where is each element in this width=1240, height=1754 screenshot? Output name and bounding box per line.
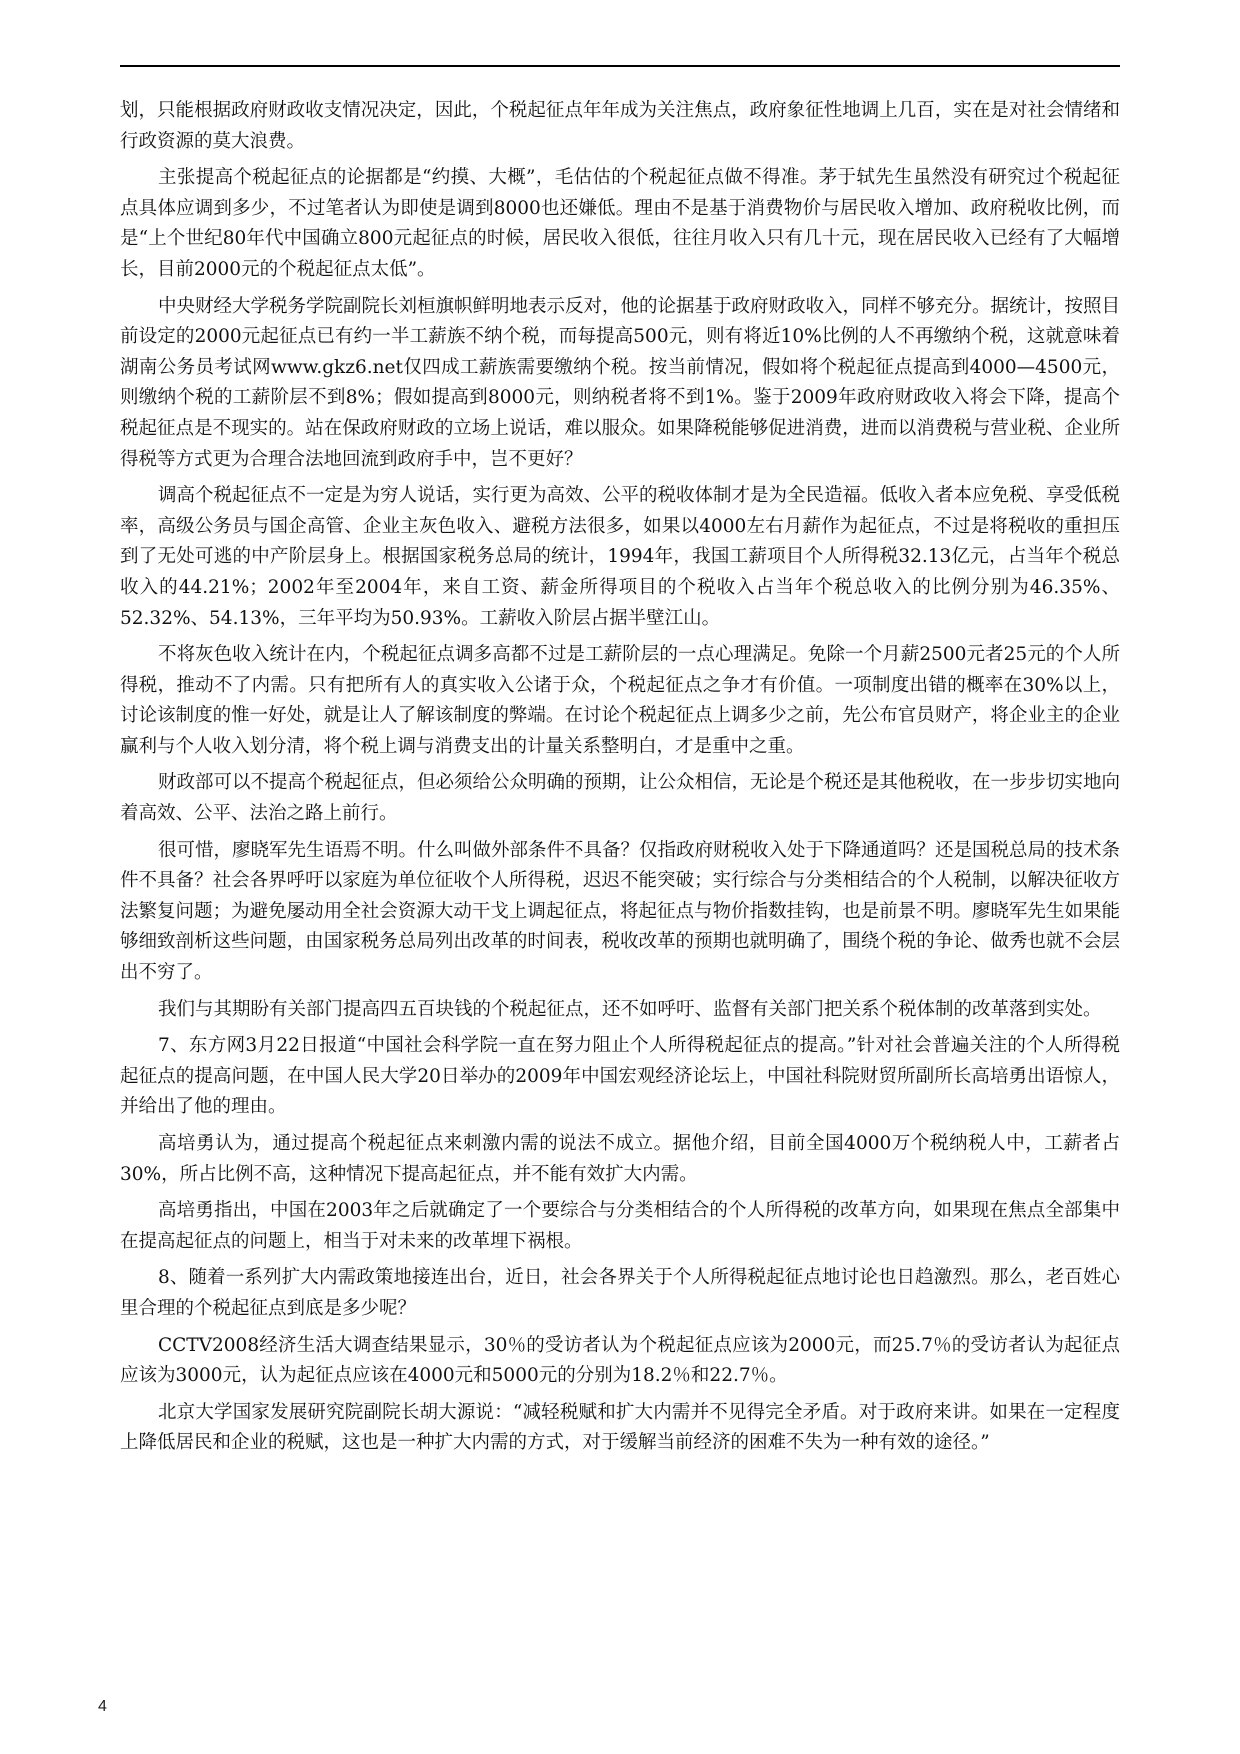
- paragraph: 北京大学国家发展研究院副院长胡大源说：“减轻税赋和扩大内需并不见得完全矛盾。对于政府来讲。如果在一定程度上降低居民和企业的税赋，这也是一种扩大内需的方式，对于缓解当前经济的困难不失为一种有效的途径。”: [120, 1401, 1120, 1454]
- paragraph: 7、东方网3月22日报道“中国社会科学院一直在努力阻止个人所得税起征点的提高。”针对社会普遍关注的个人所得税起征点的提高问题，在中国人民大学20日举办的2009年中国宏观经济论坛上，中国社科院财贸所副所长高培勇出语惊人，并给出了他的理由。: [120, 1035, 1120, 1118]
- paragraph: 不将灰色收入统计在内，个税起征点调多高都不过是工薪阶层的一点心理满足。免除一个月薪2500元者25元的个人所得税，推动不了内需。只有把所有人的真实收入公诸于众，个税起征点之争才有价值。一项制度出错的概率在30%以上，讨论该制度的惟一好处，就是让人了解该制度的弊端。在讨论个税起征点上调多少之前，先公布官员财产，将企业主的企业赢利与个人收入划分清，将个税上调与消费支出的计量关系整明白，才是重中之重。: [120, 644, 1120, 757]
- header-rule: [120, 65, 1120, 67]
- paragraph-continuation: 划，只能根据政府财政收支情况决定，因此，个税起征点年年成为关注焦点，政府象征性地调上几百，实在是对社会情绪和行政资源的莫大浪费。: [120, 100, 1120, 152]
- paragraph: 高培勇认为，通过提高个税起征点来刺激内需的说法不成立。据他介绍，目前全国4000万个税纳税人中，工薪者占30%，所占比例不高，这种情况下提高起征点，并不能有效扩大内需。: [120, 1133, 1120, 1185]
- paragraph: 财政部可以不提高个税起征点，但必须给公众明确的预期，让公众相信，无论是个税还是其他税收，在一步步切实地向着高效、公平、法治之路上前行。: [120, 772, 1121, 825]
- body-text: [120, 96, 1120, 1465]
- paragraph: 我们与其期盼有关部门提高四五百块钱的个税起征点，还不如呼吁、监督有关部门把关系个税体制的改革落到实处。: [158, 998, 1102, 1020]
- paragraph: CCTV2008经济生活大调查结果显示，30％的受访者认为个税起征点应该为2000元，而25.7％的受访者认为起征点应该为3000元，认为起征点应该在4000元和5000元的分别为18.2％和22.7％。: [120, 1334, 1120, 1387]
- paragraph: 调高个税起征点不一定是为穷人说话，实行更为高效、公平的税收体制才是为全民造福。低收入者本应免税、享受低税率，高级公务员与国企高管、企业主灰色收入、避税方法很多，如果以4000左右月薪作为起征点，不过是将税收的重担压到了无处可逃的中产阶层身上。根据国家税务总局的统计，1994年，我国工薪项目个人所得税32.13亿元，占当年个税总收入的44.21%；2002年至2004年，来自工资、薪金所得项目的个税收入占当年个税总收入的比例分别为46.35%、52.32%、54.13%，三年平均为50.93%。工薪收入阶层占据半壁江山。: [120, 485, 1121, 629]
- paragraph: 很可惜，廖晓军先生语焉不明。什么叫做外部条件不具备？仅指政府财税收入处于下降通道吗？还是国税总局的技术条件不具备？社会各界呼吁以家庭为单位征收个人所得税，迟迟不能突破；实行综合与分类相结合的个人税制，以解决征收方法繁复问题；为避免屡动用全社会资源大动干戈上调起征点，将起征点与物价指数挂钩，也是前景不明。廖晓军先生如果能够细致剖析这些问题，由国家税务总局列出改革的时间表，税收改革的预期也就明确了，围绕个税的争论、做秀也就不会层出不穷了。: [120, 839, 1121, 984]
- paragraph: 主张提高个税起征点的论据都是“约摸、大概”，毛估估的个税起征点做不得准。茅于轼先生虽然没有研究过个税起征点具体应调到多少，不过笔者认为即使是调到8000也还嫌低。理由不是基于消费物价与居民收入增加、政府税收比例，而是“上个世纪80年代中国确立800元起征点的时候，居民收入很低，往往月收入只有几十元，现在居民收入已经有了大幅增长，目前2000元的个税起征点太低”。: [120, 167, 1120, 280]
- paragraph: 8、随着一系列扩大内需政策地接连出台，近日，社会各界关于个人所得税起征点地讨论也日趋激烈。那么，老百姓心里合理的个税起征点到底是多少呢？: [120, 1267, 1120, 1319]
- paragraph: 高培勇指出，中国在2003年之后就确定了一个要综合与分类相结合的个人所得税的改革方向，如果现在焦点全部集中在提高起征点的问题上，相当于对未来的改革埋下祸根。: [120, 1200, 1120, 1252]
- page-number: 4: [98, 1698, 107, 1715]
- paragraph: 中央财经大学税务学院副院长刘桓旗帜鲜明地表示反对，他的论据基于政府财政收入，同样不够充分。据统计，按照目前设定的2000元起征点已有约一半工薪族不纳个税，而每提高500元，则有将近10%比例的人不再缴纳个税，这就意味着湖南公务员考试网www.gkz6.net仅四成工薪族需要缴纳个税。按当前情况，假如将个税起征点提高到4000—4500元，则缴纳个税的工薪阶层不到8%；假如提高到8000元，则纳税者将不到1%。鉴于2009年政府财政收入将会下降，提高个税起征点是不现实的。站在保政府财政的立场上说话，难以服众。如果降税能够促进消费，进而以消费税与营业税、企业所得税等方式更为合理合法地回流到政府手中，岂不更好？: [120, 295, 1121, 470]
